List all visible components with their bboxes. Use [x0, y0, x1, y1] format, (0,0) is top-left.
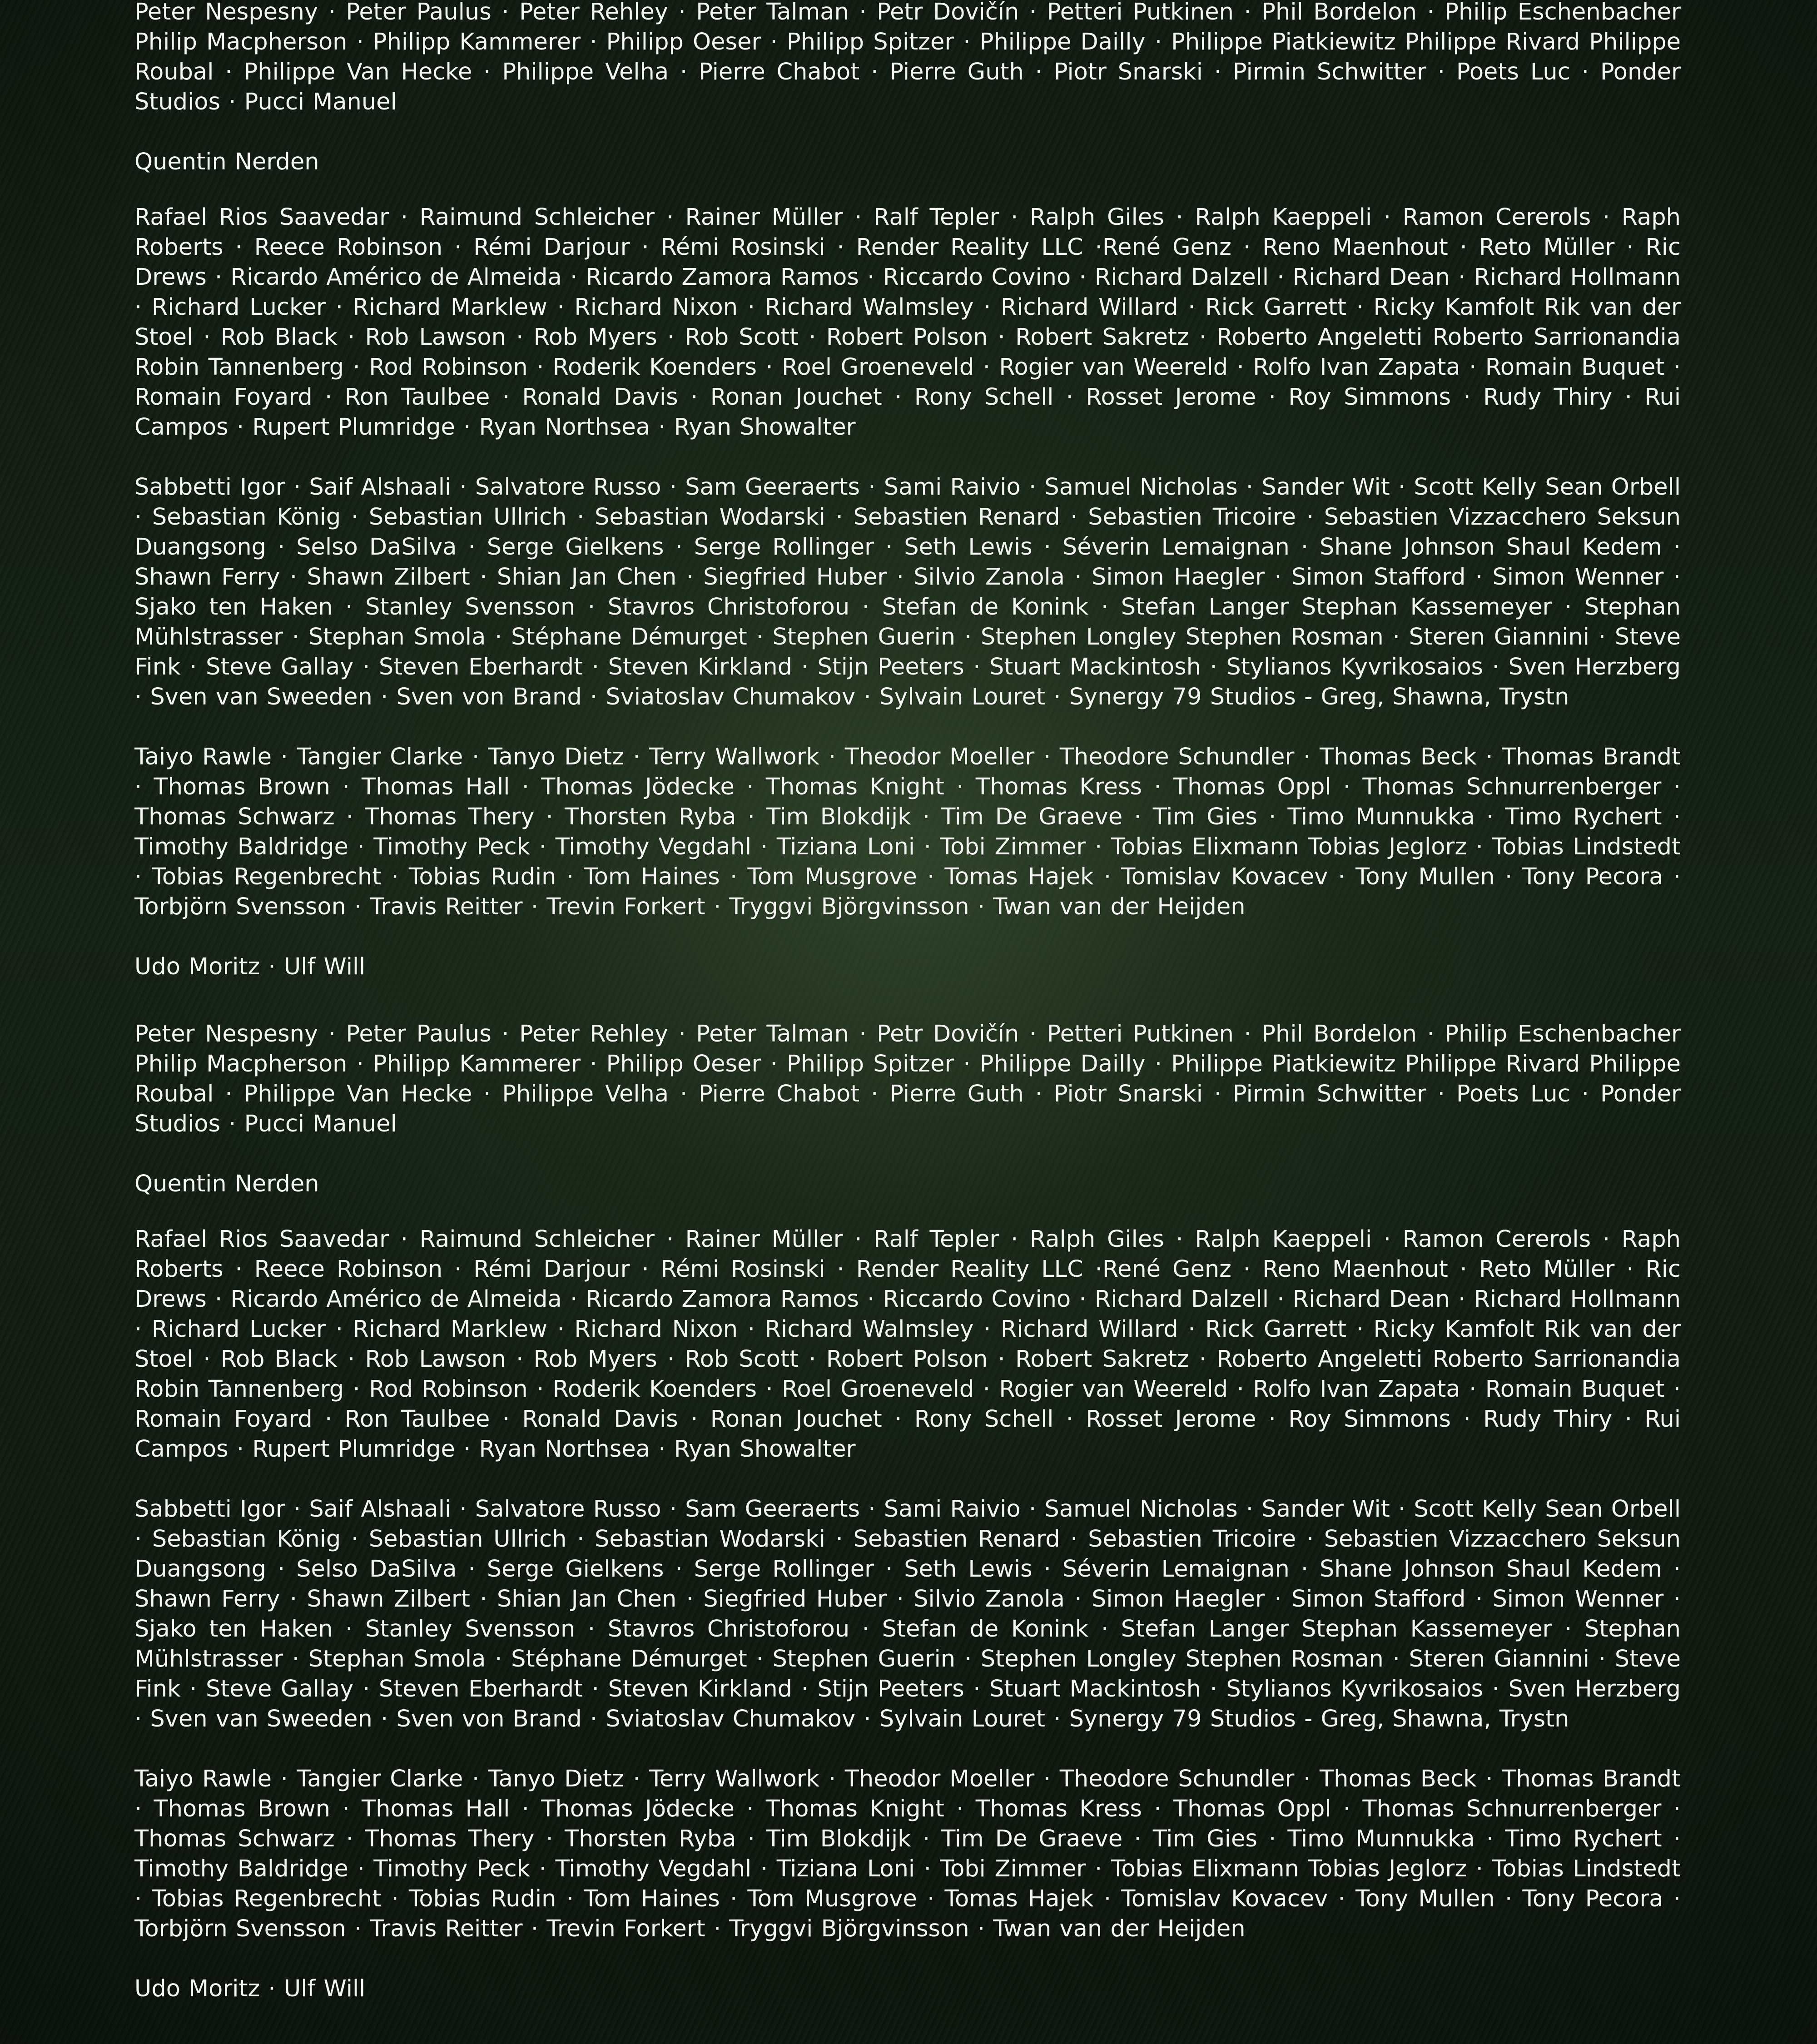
credit-group-s: Sabbetti Igor · Saif Alshaali · Salvatore Russo · Sam Geeraerts · Sami Raivio · Samuel Nicholas · Sander Wit · Scott Kelly Sean Orbell · Sebastian König · Sebastian Ullrich · Sebastian Wodarski · Sebastien Renard · Sebastien Tricoire · Sebastien Vizzacchero Seksun Duangsong · Selso DaSilva · Serge Gielkens · Serge Rollinger · Seth Lewis · Séverin Lemaignan · Shane Johnson Shaul Kedem · Shawn Ferry · Shawn Zilbert · Shian Jan Chen · Siegfried Huber · Silvio Zanola · Simon Haegler · Simon Stafford · Simon Wenner · Sjako ten Haken · Stanley Svensson · Stavros Christoforou · Stefan de Konink · Stefan Langer Stephan Kassemeyer · Stephan Mühlstrasser · Stephan Smola · Stéphane Démurget · Stephen Guerin · Stephen Longley Stephen Rosman · Steren Giannini · Steve Fink · Steve Gallay · Steven Eberhardt · Steven Kirkland · Stijn Peeters · Stuart Mackintosh · Stylianos Kyvrikosaios · Sven Herzberg · Sven van Sweeden · Sven von Brand · Sviatoslav Chumakov · Sylvain Louret · Synergy 79 Studios - Greg, Shawna, Trystn	[134, 1496, 1681, 1732]
credit-group-r: Rafael Rios Saavedar · Raimund Schleicher · Rainer Müller · Ralf Tepler · Ralph Giles · Ralph Kaeppeli · Ramon Cererols · Raph Roberts · Reece Robinson · Rémi Darjour · Rémi Rosinski · Render Reality LLC ·René Genz · Reno Maenhout · Reto Müller · Ric Drews · Ricardo Américo de Almeida · Ricardo Zamora Ramos · Riccardo Covino · Richard Dalzell · Richard Dean · Richard Hollmann · Richard Lucker · Richard Marklew · Richard Nixon · Richard Walmsley · Richard Willard · Rick Garrett · Ricky Kamfolt Rik van der Stoel · Rob Black · Rob Lawson · Rob Myers · Rob Scott · Robert Polson · Robert Sakretz · Roberto Angeletti Roberto Sarrionandia Robin Tannenberg · Rod Robinson · Roderik Koenders · Roel Groeneveld · Rogier van Weereld · Rolfo Ivan Zapata · Romain Buquet · Romain Foyard · Ron Taulbee · Ronald Davis · Ronan Jouchet · Rony Schell · Rosset Jerome · Roy Simmons · Rudy Thiry · Rui Campos · Rupert Plumridge · Ryan Northsea · Ryan Showalter	[134, 1226, 1681, 1463]
credit-group-t: Taiyo Rawle · Tangier Clarke · Tanyo Dietz · Terry Wallwork · Theodor Moeller · Theodore Schundler · Thomas Beck · Thomas Brandt · Thomas Brown · Thomas Hall · Thomas Jödecke · Thomas Knight · Thomas Kress · Thomas Oppl · Thomas Schnurrenberger · Thomas Schwarz · Thomas Thery · Thorsten Ryba · Tim Blokdijk · Tim De Graeve · Tim Gies · Timo Munnukka · Timo Rychert · Timothy Baldridge · Timothy Peck · Timothy Vegdahl · Tiziana Loni · Tobi Zimmer · Tobias Elixmann Tobias Jeglorz · Tobias Lindstedt · Tobias Regenbrecht · Tobias Rudin · Tom Haines · Tom Musgrove · Tomas Hajek · Tomislav Kovacev · Tony Mullen · Tony Pecora · Torbjörn Svensson · Travis Reitter · Trevin Forkert · Tryggvi Björgvinsson · Twan van der Heijden	[134, 744, 1681, 920]
credit-group-u: Udo Moritz · Ulf Will	[134, 1975, 366, 2002]
credit-group-t: Taiyo Rawle · Tangier Clarke · Tanyo Dietz · Terry Wallwork · Theodor Moeller · Theodore Schundler · Thomas Beck · Thomas Brandt · Thomas Brown · Thomas Hall · Thomas Jödecke · Thomas Knight · Thomas Kress · Thomas Oppl · Thomas Schnurrenberger · Thomas Schwarz · Thomas Thery · Thorsten Ryba · Tim Blokdijk · Tim De Graeve · Tim Gies · Timo Munnukka · Timo Rychert · Timothy Baldridge · Timothy Peck · Timothy Vegdahl · Tiziana Loni · Tobi Zimmer · Tobias Elixmann Tobias Jeglorz · Tobias Lindstedt · Tobias Regenbrecht · Tobias Rudin · Tom Haines · Tom Musgrove · Tomas Hajek · Tomislav Kovacev · Tony Mullen · Tony Pecora · Torbjörn Svensson · Travis Reitter · Trevin Forkert · Tryggvi Björgvinsson · Twan van der Heijden	[134, 1766, 1681, 1942]
credit-group-p: Peter Nespesny · Peter Paulus · Peter Rehley · Peter Talman · Petr Dovičín · Petteri Putkinen · Phil Bordelon · Philip Eschenbacher Philip Macpherson · Philipp Kammerer · Philipp Oeser · Philipp Spitzer · Philippe Dailly · Philippe Piatkiewitz Philippe Rivard Philippe Roubal · Philippe Van Hecke · Philippe Velha · Pierre Chabot · Pierre Guth · Piotr Snarski · Pirmin Schwitter · Poets Luc · Ponder Studios · Pucci Manuel	[134, 0, 1681, 115]
credit-group-u: Udo Moritz · Ulf Will	[134, 953, 366, 980]
credits-scroll-area	[134, 0, 1681, 2044]
credit-group-r: Rafael Rios Saavedar · Raimund Schleicher · Rainer Müller · Ralf Tepler · Ralph Giles · Ralph Kaeppeli · Ramon Cererols · Raph Roberts · Reece Robinson · Rémi Darjour · Rémi Rosinski · Render Reality LLC ·René Genz · Reno Maenhout · Reto Müller · Ric Drews · Ricardo Américo de Almeida · Ricardo Zamora Ramos · Riccardo Covino · Richard Dalzell · Richard Dean · Richard Hollmann · Richard Lucker · Richard Marklew · Richard Nixon · Richard Walmsley · Richard Willard · Rick Garrett · Ricky Kamfolt Rik van der Stoel · Rob Black · Rob Lawson · Rob Myers · Rob Scott · Robert Polson · Robert Sakretz · Roberto Angeletti Roberto Sarrionandia Robin Tannenberg · Rod Robinson · Roderik Koenders · Roel Groeneveld · Rogier van Weereld · Rolfo Ivan Zapata · Romain Buquet · Romain Foyard · Ron Taulbee · Ronald Davis · Ronan Jouchet · Rony Schell · Rosset Jerome · Roy Simmons · Rudy Thiry · Rui Campos · Rupert Plumridge · Ryan Northsea · Ryan Showalter	[134, 204, 1681, 441]
credit-group-q: Quentin Nerden	[134, 1171, 319, 1197]
credits-list	[134, 0, 1681, 1012]
credits-block-repeat	[134, 1022, 1681, 2039]
credit-group-p: Peter Nespesny · Peter Paulus · Peter Rehley · Peter Talman · Petr Dovičín · Petteri Putkinen · Phil Bordelon · Philip Eschenbacher Philip Macpherson · Philipp Kammerer · Philipp Oeser · Philipp Spitzer · Philippe Dailly · Philippe Piatkiewitz Philippe Rivard Philippe Roubal · Philippe Van Hecke · Philippe Velha · Pierre Chabot · Pierre Guth · Piotr Snarski · Pirmin Schwitter · Poets Luc · Ponder Studios · Pucci Manuel	[134, 1022, 1681, 1137]
credit-group-s: Sabbetti Igor · Saif Alshaali · Salvatore Russo · Sam Geeraerts · Sami Raivio · Samuel Nicholas · Sander Wit · Scott Kelly Sean Orbell · Sebastian König · Sebastian Ullrich · Sebastian Wodarski · Sebastien Renard · Sebastien Tricoire · Sebastien Vizzacchero Seksun Duangsong · Selso DaSilva · Serge Gielkens · Serge Rollinger · Seth Lewis · Séverin Lemaignan · Shane Johnson Shaul Kedem · Shawn Ferry · Shawn Zilbert · Shian Jan Chen · Siegfried Huber · Silvio Zanola · Simon Haegler · Simon Stafford · Simon Wenner · Sjako ten Haken · Stanley Svensson · Stavros Christoforou · Stefan de Konink · Stefan Langer Stephan Kassemeyer · Stephan Mühlstrasser · Stephan Smola · Stéphane Démurget · Stephen Guerin · Stephen Longley Stephen Rosman · Steren Giannini · Steve Fink · Steve Gallay · Steven Eberhardt · Steven Kirkland · Stijn Peeters · Stuart Mackintosh · Stylianos Kyvrikosaios · Sven Herzberg · Sven van Sweeden · Sven von Brand · Sviatoslav Chumakov · Sylvain Louret · Synergy 79 Studios - Greg, Shawna, Trystn	[134, 474, 1681, 710]
credits-list-repeat	[134, 1022, 1681, 2034]
credit-group-q: Quentin Nerden	[134, 149, 319, 175]
credits-block	[134, 0, 1681, 1017]
